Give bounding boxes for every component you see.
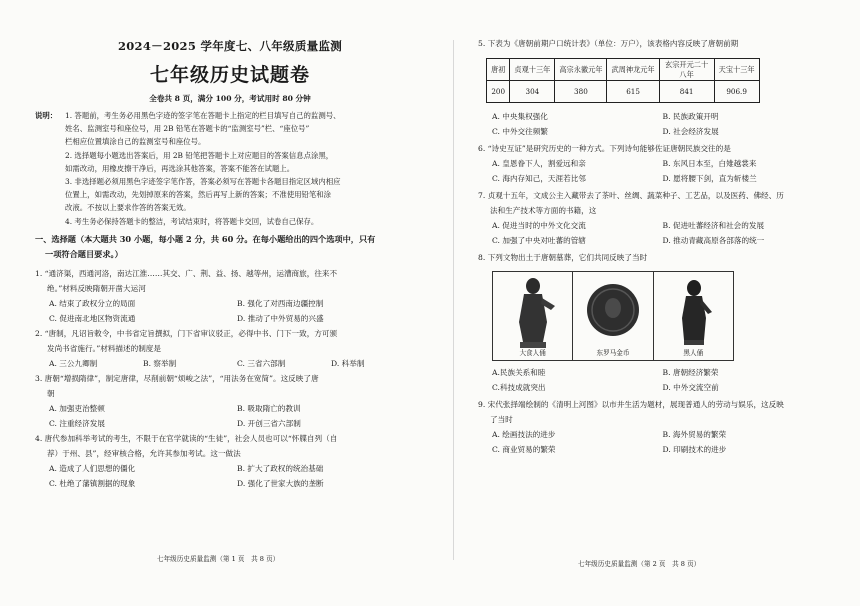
option-a[interactable]: A. 加强吏治整顿 [49,403,105,413]
page-right [478,36,833,576]
table-cell: 841 [659,81,714,103]
option-c[interactable]: C. 杜绝了藩镇割据的现象 [49,478,136,488]
artifact-caption: 东罗马金币 [596,349,630,357]
question-stem-cont: 绝。”材料反映隋朝开凿大运河 [47,283,146,293]
option-c[interactable]: C. 中外交往频繁 [492,127,548,136]
option-a[interactable]: A. 促进当时的中外文化交流 [492,221,586,230]
table-header-cell: 高宗永徽元年 [555,59,607,81]
page-divider [453,40,454,560]
table-header-cell: 武周神龙元年 [607,59,659,81]
exam-title: 七年级历史试题卷 [149,64,310,86]
question-number: 2. [35,328,43,338]
instruction-cont: 栏相应位置填涂自己的监测室号和座位号。 [65,137,206,147]
table-cell: 200 [487,81,510,103]
option-b[interactable]: B. 唐朝经济繁荣 [662,368,719,377]
section-heading-cont: 一项符合题目要求。） [45,248,123,259]
option-d[interactable]: D. 强化了世家大族的垄断 [237,478,324,488]
question-stem: 唐代参加科举考试的考生，不限于在官学就读的“生徒”，社会人员也可以“怀牒自列（自 [44,433,338,443]
instruction-text: 选择题每小题选出答案后，用 2B 铅笔把答题卡上对应题目的答案信息点涂黑， [74,150,334,160]
question-stem: 唐朝“增损隋律”，制定唐律，尽削前朝“烦峻之法”，“用法务在宽简”。这反映了唐 [44,373,319,383]
option-a[interactable]: A. 中央集权强化 [492,112,548,121]
option-d[interactable]: D. 社会经济发展 [662,127,719,136]
question-4 [35,431,425,491]
option-c[interactable]: C. 海内存知己，天涯若比邻 [492,174,586,183]
instruction-cont: 如需改动，用橡皮擦干净后，再选涂其他答案，答案不能答在试题上。 [65,163,295,173]
instruction-num: 2. [65,150,73,160]
population-table [486,58,760,103]
option-d[interactable]: D. 推动了中外贸易的兴盛 [237,313,324,323]
question-7 [478,188,833,248]
question-2 [35,326,425,371]
question-stem: 下表为《唐朝前期户口统计表》（单位：万户），该表格内容反映了唐朝前期 [487,39,739,48]
question-stem: 宋代张择端绘制的《清明上河图》以市井生活为题材，展现普通人的劳动与娱乐，这反映 [487,400,784,409]
question-stem: “唐制，凡诏旨敕令，中书省定旨撰拟，门下省审议驳正，必得中书、门下一致，方可颁 [44,328,338,338]
option-b[interactable]: B. 东风日本至，白雉越裳来 [662,159,757,168]
exam-year-title: 2024－2025 学年度七、八年级质量监测 [117,39,343,53]
question-stem-cont: 法和生产技术等方面的书籍，这 [490,206,597,215]
option-c[interactable]: C.科技成就突出 [492,383,546,392]
question-stem-cont: 发尚书省施行。”材料描述的制度是 [47,343,161,353]
option-b[interactable]: B. 吸取隋亡的教训 [237,403,301,413]
question-number: 5. [478,39,486,48]
question-number: 3. [35,373,43,383]
instruction-num: 4. [65,216,73,226]
artifact-caption: 大食人俑 [519,349,546,357]
option-c[interactable]: C. 商业贸易的繁荣 [492,445,556,454]
option-a[interactable]: A. 绘画技法的进步 [492,430,556,439]
table-header-cell: 唐初 [487,59,510,81]
question-8 [478,250,833,395]
option-c[interactable]: C. 三省六部制 [237,358,286,368]
artifact-panel [654,272,733,360]
instructions [35,109,425,228]
option-b[interactable]: B. 促进吐蕃经济和社会的发展 [662,221,765,230]
instruction-num: 3. [65,177,73,187]
option-d[interactable]: D. 科举制 [331,358,365,368]
instruction-cont: 改液。不按以上要求作答的答案无效。 [65,203,191,213]
question-number: 8. [478,253,486,262]
page-footer-left: 七年级历史质量监测（第 1 页 共 8 页） [157,555,280,563]
option-a[interactable]: A. 结束了政权分立的局面 [49,298,136,308]
artifact-panel [573,272,653,360]
question-1 [35,266,425,326]
option-c[interactable]: C. 加强了中央对吐蕃的管辖 [492,236,586,245]
option-b[interactable]: B. 民族政策开明 [662,112,719,121]
instructions-label: 说明： [35,111,58,120]
question-number: 6. [478,144,486,153]
page-footer-right: 七年级历史质量监测（第 2 页 共 8 页） [578,560,701,568]
instruction-num: 1. [65,111,73,120]
option-a[interactable]: A. 造成了人们思想的僵化 [49,463,136,473]
option-b[interactable]: B. 扩大了政权的统治基础 [237,463,324,473]
question-stem: “诗史互证”是研究历史的一种方式。下列诗句能够佐证唐朝民族交往的是 [487,144,731,153]
option-b[interactable]: B. 察举制 [143,358,177,368]
option-d[interactable]: D. 愿将腰下剑，直为斩楼兰 [662,174,757,183]
option-c[interactable]: C. 注重经济发展 [49,418,105,428]
table-row [487,81,760,103]
question-number: 7. [478,191,486,200]
question-stem-cont: 了当时 [490,415,513,424]
option-d[interactable]: D. 开创三省六部制 [237,418,301,428]
table-cell: 304 [510,81,555,103]
option-b[interactable]: B. 强化了对西南边疆控制 [237,298,324,308]
table-header-cell: 贞观十三年 [510,59,555,81]
table-cell: 906.9 [714,81,759,103]
option-d[interactable]: D. 印刷技术的进步 [662,445,727,454]
question-9 [478,397,833,457]
question-5 [478,36,833,139]
question-stem-cont: 荐）于州、县”，经审核合格，允许其参加考试。这一做法 [47,448,241,458]
artifact-figure [492,271,734,361]
table-row [487,59,760,81]
instruction-text: 考生务必保持答题卡的整洁，考试结束时，将答题卡交回，试卷自己保存。 [74,216,319,226]
exam-meta: 全卷共 8 页，满分 100 分，考试用时 80 分钟 [149,94,311,103]
question-3 [35,371,425,431]
question-number: 1. [35,268,43,278]
instruction-text: 非选择题必须用黑色字迹签字笔作答，答案必须写在答题卡各题目指定区域内相应 [74,177,341,187]
question-stem-cont: 朝 [47,388,55,398]
instruction-text: 答题前，考生务必用黑色字迹的签字笔在答题卡上指定的栏目填写自己的监测号、 [74,111,341,120]
table-cell: 615 [607,81,659,103]
question-stem: “通济渠，西通河洛，南达江淮……其交、广、荆、益、扬、越等州，运漕商旅，往来不 [44,268,338,278]
option-a[interactable]: A. 三公九卿制 [49,358,98,368]
instruction-cont: 位置上，如需改动，先划掉原来的答案，然后再写上新的答案；不准使用铅笔和涂 [65,190,332,200]
artifact-panel [493,272,573,360]
table-header-cell: 天宝十三年 [714,59,759,81]
option-b[interactable]: B. 海外贸易的繁荣 [662,430,727,439]
question-stem: 贞观十五年，文成公主入藏带去了茶叶、丝绸、蔬菜种子、工艺品，以及医药、佛经、历 [487,191,784,200]
section-heading: 一、选择题（本大题共 30 小题，每小题 2 分，共 60 分。在每小题给出的四个选项中，只有 [35,233,376,244]
question-number: 4. [35,433,43,443]
option-a[interactable]: A.民族关系和睦 [492,368,546,377]
instruction-cont: 姓名、监测室号和座位号，用 2B 铅笔在答题卡的“监测室号”栏、“座位号” [65,124,310,134]
table-cell: 380 [555,81,607,103]
question-number: 9. [478,400,486,409]
question-stem: 下列文物出土于唐朝墓葬，它们共同反映了当时 [487,253,648,262]
option-d[interactable]: D. 中外交流空前 [662,383,719,392]
table-header-cell: 玄宗开元二十八年 [659,59,714,81]
option-a[interactable]: A. 皇恩眷下人，割爱远和亲 [492,159,586,168]
question-6 [478,141,833,186]
artifact-caption: 黑人俑 [683,349,704,357]
option-c[interactable]: C. 促进南北地区物资流通 [49,313,136,323]
option-d[interactable]: D. 推动青藏高原各部落的统一 [662,236,765,245]
page-left [35,30,425,570]
